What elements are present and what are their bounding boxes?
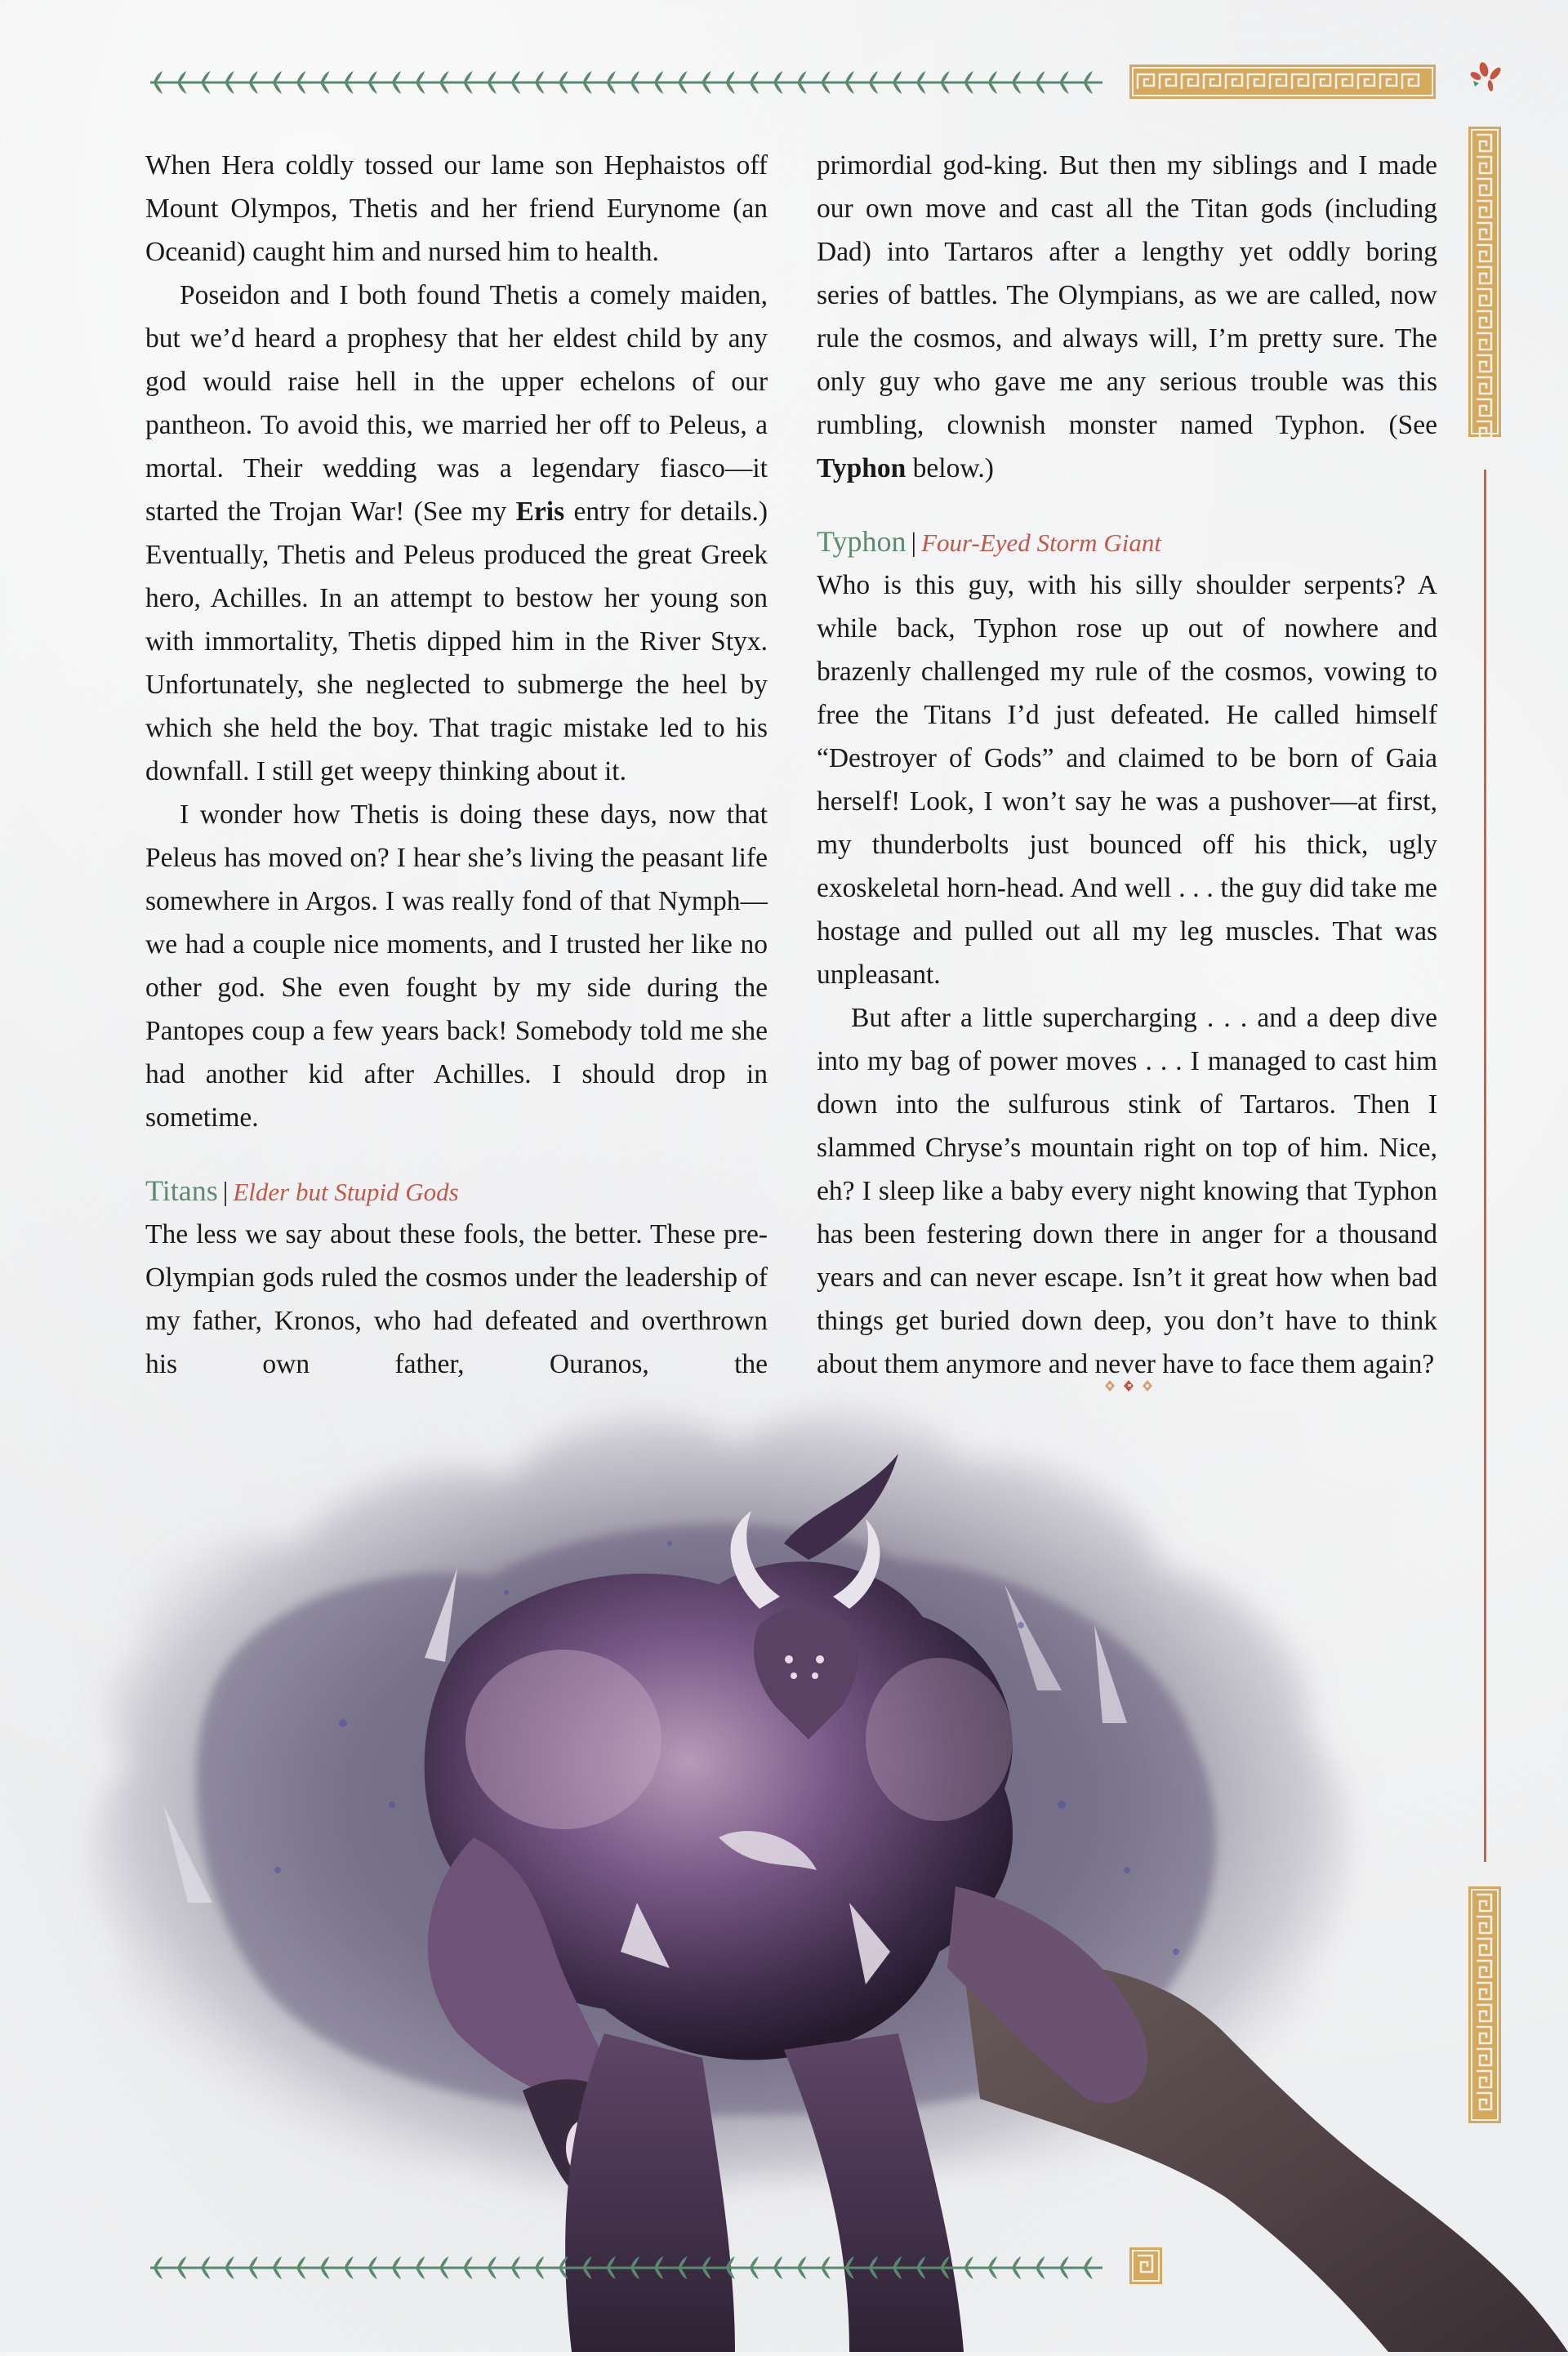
entry-heading-titans	[145, 1170, 768, 1213]
left-column	[145, 144, 768, 1386]
bottom-vine-border	[149, 2256, 1104, 2280]
entry-heading-typhon	[817, 521, 1437, 563]
typhon-illustration	[0, 1380, 1568, 2352]
entry-name: Titans	[145, 1174, 218, 1207]
heading-separator: |	[911, 528, 917, 558]
cross-reference-eris: Eris	[515, 497, 565, 527]
paragraph: primordial god-king. But then my siblings and I made our own move and cast all the Titan gods (including Dad) into Tartaros after a lengthy yet oddly boring series of battles. The Olympians, as we are called, now rule the cosmos, and always will, I’m pretty sure. The only guy who gave me any serious trouble was this rumbling, clownish monster named Typhon. (See Typhon below.)	[817, 150, 1437, 483]
heading-separator: |	[222, 1178, 229, 1207]
right-column	[817, 144, 1437, 1386]
right-greek-key-border-bottom	[1468, 1886, 1501, 2123]
entry-subtitle: Elder but Stupid Gods	[233, 1178, 459, 1206]
cross-reference-typhon: Typhon	[817, 453, 906, 483]
diamond-ornament-icon	[1100, 1378, 1157, 1394]
entry-subtitle: Four-Eyed Storm Giant	[921, 528, 1161, 557]
paragraph: Who is this guy, with his silly shoulder serpents? A while back, Typhon rose up out of nowhere and brazenly challenged my rule of the cosmos, vowing to free the Titans I’d just defeated. He called himself “Destroyer of Gods” and claimed to be born of Gaia herself! Look, I won’t say he was a pushover—at first, my thunderbolts just bounced off his thick, ugly exoskeletal horn-head. And well . . . the guy did take me hostage and pulled out all my leg muscles. That was unpleasant.	[817, 570, 1437, 990]
top-greek-key-border	[1129, 65, 1436, 99]
right-vertical-rule	[1484, 470, 1486, 1862]
paragraph: When Hera coldly tossed our lame son Hephaistos off Mount Olympos, Thetis and her friend Eurynome (an Oceanid) caught him and nursed him to health.	[145, 150, 768, 267]
entry-name: Typhon	[817, 525, 906, 558]
bottom-greek-key-border	[1129, 2247, 1162, 2284]
vine-icon	[149, 70, 1104, 95]
greek-key-icon	[1468, 1886, 1501, 2123]
entry-body-titans: The less we say about these fools, the better. These pre-Olympian gods ruled the cosmos under the leadership of my father, Kronos, who had defeated and overthrown his own father, Ouranos, the	[145, 1219, 768, 1379]
paragraph: Poseidon and I both found Thetis a comely maiden, but we’d heard a prophesy that her eldest child by any god would raise hell in the upper echelons of our pantheon. To avoid this, we married her off to Peleus, a mortal. Their wedding was a legendary fiasco—it started the Trojan War! (See my Eris entry for details.) Eventually, Thetis and Peleus produced the great Greek hero, Achilles. In an attempt to bestow her young son with immortality, Thetis dipped him in the River Styx. Unfortunately, she neglected to submerge the heel by which she held the boy. That tragic mistake led to his downfall. I still get weepy thinking about it.	[145, 280, 768, 786]
right-greek-key-border-top	[1468, 127, 1501, 437]
flower-ornament-icon	[1466, 61, 1507, 102]
paragraph: But after a little supercharging . . . and a deep dive into my bag of power moves . . . I managed to cast him down into the sulfurous stink of Tartaros. Then I slammed Chryse’s mountain right on top of him. Nice, eh? I sleep like a baby every night knowing that Typhon has been festering down there in anger for a thousand years and can never escape. Isn’t it great how when bad things get buried down deep, you don’t have to think about them anymore and never have to face them again?	[817, 1003, 1437, 1379]
top-vine-border	[149, 70, 1104, 95]
greek-key-icon	[1129, 65, 1436, 99]
vine-icon	[149, 2256, 1104, 2280]
paragraph: I wonder how Thetis is doing these days, now that Peleus has moved on? I hear she’s living the peasant life somewhere in Argos. I was really fond of that Nymph—we had a couple nice moments, and I trusted her like no other god. She even fought by my side during the Pantopes coup a few years back! Somebody told me she had another kid after Achilles. I should drop in sometime.	[145, 799, 768, 1133]
greek-key-icon	[1468, 127, 1501, 437]
greek-key-icon	[1129, 2247, 1162, 2284]
